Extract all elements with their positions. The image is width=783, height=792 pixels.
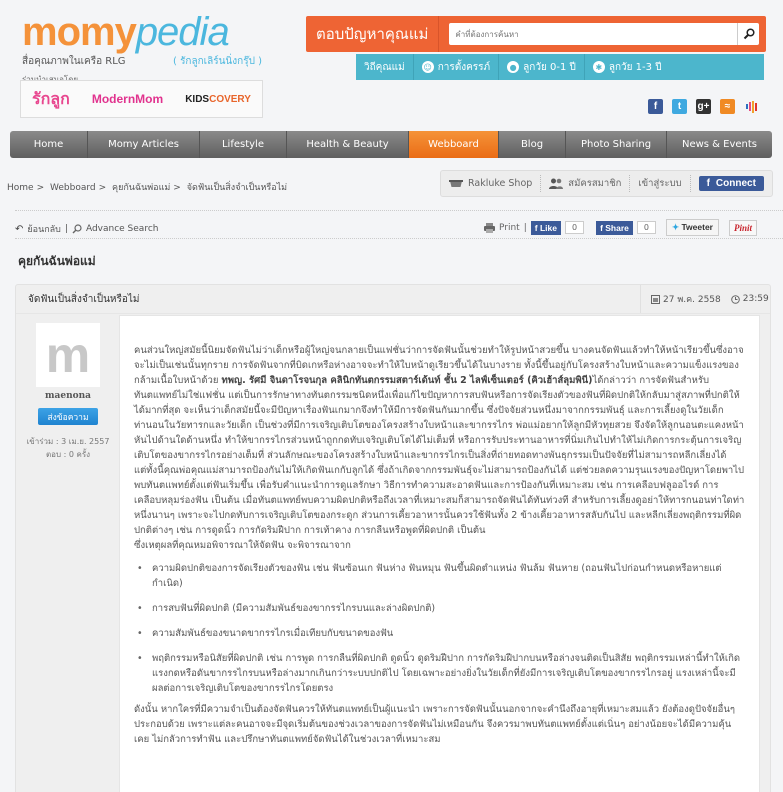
twitter-icon[interactable]: t: [672, 99, 687, 114]
facebook-icon: f: [600, 222, 606, 233]
main-navigation: [10, 131, 772, 158]
tweet-button[interactable]: [666, 219, 719, 236]
paragraph: แต่ทั้งนี้คุณพ่อคุณแม่สามารถป้องกันไม่ให้เกิดฟันเกกับลูกได้ ซึ่งถ้าเกิดจากกรรมพันธุ์จะไม่สามารถป้องกันได้ แต่ช่วยลดความรุนแรงของปัญหาโดยพาไปพบทันตแพทย์ตั้งแต่ฟันเริ่มขึ้น เพื่อรับคำแนะนำการดูแลรักษา วิธีการทำความสะอาดฟันและการป้องกันที่เหมาะสม เช่น การเคลือบฟลูออไรด์ การเคลือบหลุมร่องฟัน เป็นต้น เมื่อทันตแพทย์พบความผิดปกติหรือถึงเวลาที่เหมาะสมก็สามารถจัดฟันได้ทันท่วงที สำหรับการเลี้ยงดูอย่าให้ทารกนอนท่าใดท่าหนึ่งนานๆ เพราะจะไปกดทับการเจริญเติบโตของกระดูก ส่วนการเคี้ยวอาหารนั้นควรใช้ฟันทั้ง 2 ข้างเคี้ยวอาหารสลับกันไป และหลีกเลี่ยงพฤติกรรมที่ผิดปกติต่างๆ เช่น การดูดนิ้ว การกัดริมฝีปาก การเท้าคาง การกลืนหรือพูดที่ผิดปกติ เป็นต้น: [134, 465, 745, 536]
author-joined: เข้าร่วม : 3 เม.ย. 2557: [26, 437, 110, 446]
stats-icon[interactable]: [744, 99, 759, 114]
author-replies: ตอบ : 0 ครั้ง: [45, 450, 91, 459]
nav-news-events[interactable]: News & Events: [681, 139, 758, 150]
momypedia-logo[interactable]: [22, 12, 262, 69]
tagline-left: สื่อคุณภาพในเครือ RLG: [22, 56, 126, 67]
ask-mom-bar: [306, 16, 766, 52]
users-icon: [549, 178, 563, 189]
login-link[interactable]: [630, 175, 690, 192]
breadcrumb-separator: >: [173, 183, 181, 193]
post-title: จัดฟันเป็นสิ่งจำเป็นหรือไม่: [28, 293, 140, 305]
breadcrumb-current: จัดฟันเป็นสิ่งจำเป็นหรือไม่: [186, 183, 288, 193]
post-time: 23:59: [742, 294, 769, 304]
post-meta: [640, 285, 770, 313]
subnav-label: ลูกวัย 0-1 ปี: [523, 61, 576, 73]
divider: [15, 210, 783, 211]
sponsors-box: [20, 80, 263, 118]
subnav-label: การตั้งครรภ์: [437, 61, 491, 73]
kidscovery-covery: COVERY: [209, 93, 251, 105]
ask-search-input[interactable]: [449, 23, 729, 45]
subnav-label: วิถีคุณแม่: [364, 61, 405, 73]
paragraph-text: ได้กล่าวว่า การจัดฟันสำหรับทันตแพทย์ไม่ใช่แฟชั่น แต่เป็นการรักษาทางทันตกรรมชนิดหนึ่งเพื่อแก้ไขปัญหาการสบฟันหรือการจัดเรียงตัวของฟันที่ผิดปกติให้กลับมาสู่สภาพที่ปกติให้ได้มากที่สุด จะเห็นว่าเด็กสมัยนี้จะมีปัญหาเรื่องฟันเกมากจึงทำให้มีการจัดฟันกันมากขึ้น ซึ่งปัจจัยส่วนหนึ่งมาจากกรรมพันธุ์ และการเลี้ยงดูในวัยเด็ก: [134, 375, 740, 416]
clock-icon: [731, 295, 740, 304]
like-label: Like: [539, 222, 557, 233]
nav-blog[interactable]: Blog: [499, 131, 566, 158]
facebook-share-button[interactable]: [596, 221, 633, 235]
sponsor-kidscovery-logo[interactable]: [185, 94, 251, 105]
tagline-right: ( รักลูกเลิร์นนิ่งกรุ๊ป ): [172, 56, 262, 67]
facebook-icon: f: [534, 222, 540, 233]
subnav-age-1-3[interactable]: [585, 54, 670, 80]
sponsor-modernmom-logo[interactable]: ModernMom: [91, 92, 164, 106]
share-toolbar: [484, 219, 757, 236]
logo-mom-text: momy: [22, 10, 136, 54]
logo-pedia-text: pedia: [135, 10, 229, 54]
paragraph: ดังนั้น หากใครที่มีความจำเป็นต้องจัดฟันควรให้ทันตแพทย์เป็นผู้แนะนำ เพราะการจัดฟันนั้นนอกจากจะคำนึงถึงอายุที่เหมาะสมแล้ว ยังต้องดูปัจจัยอื่นๆ ประกอบด้วย เพราะแต่ละคนอาจจะมีจุดเริ่มต้นของช่วงเวลาของการจัดฟันไม่เหมือนกัน จึงควรมาพบทันตแพทย์ตั้งแต่เนิ่นๆ อย่างน้อยจะได้มีความคุ้นเคย ไม่กลัวการทำฟัน และปรึกษาทันตแพทย์จัดฟันได้ในช่วงเวลาที่เหมาะสม: [134, 704, 735, 745]
facebook-icon[interactable]: f: [648, 99, 663, 114]
ask-search-box: [449, 23, 759, 45]
list-item: • การสบฟันที่ผิดปกติ (มีความสัมพันธ์ของขากรรไกรบนและล่างผิดปกติ): [134, 601, 745, 616]
nav-lifestyle[interactable]: Lifestyle: [200, 131, 287, 158]
list-item: • ความผิดปกติของการจัดเรียงตัวของฟัน เช่น ฟันซ้อนเก ฟันห่าง ฟันหมุน ฟันขึ้นผิดตำแหน่ง ฟันล้ม ฟันหาย (ถอนฟันไปก่อนกำหนดหรือหายแต่กำเนิด): [134, 561, 745, 591]
breadcrumb-separator: >: [98, 183, 107, 193]
account-bar: [440, 170, 773, 197]
kidscovery-kids: KIDS: [185, 93, 210, 105]
infant-icon: ●: [507, 61, 519, 73]
nav-home[interactable]: Home: [10, 131, 88, 158]
breadcrumb-home[interactable]: Home: [7, 183, 34, 193]
paragraph: [134, 343, 745, 418]
forum-title: คุยกันฉันพ่อแม่: [18, 254, 96, 268]
post-header: [16, 285, 770, 314]
rakluke-shop-link[interactable]: [441, 175, 541, 192]
breadcrumb-separator: >: [36, 183, 45, 193]
forum-post: [15, 284, 771, 792]
sponsor-rakluke-logo[interactable]: รักลูก: [32, 90, 70, 108]
twitter-bird-icon: ✦: [671, 222, 680, 232]
site-header: [0, 0, 783, 125]
paragraph: ท่านอนในวัยทารกและวัยเด็ก เป็นช่วงที่มีการเจริญเติบโตของโครงสร้างใบหน้าและขากรรไกร พ่อแม่อยากให้ลูกมีหัวทุยสวย จึงจัดให้ลูกนอนตะแคงหน้าหันไปด้านใดด้านหนึ่ง ทำให้ขากรรไกรส่วนหน้าถูกกดทับเจริญเติบโตได้ไม่เต็มที่ หรือการรับประทานอาหารที่นิ่มเกินไปทำให้ไม่เกิดการกระตุ้นการเจริญเติบโตของขากรรไกรอย่างเต็มที่ ส่วนลักษณะของโครงสร้างใบหน้าและขากรรไกรเป็นสิ่งที่ถ่ายทอดทางพันธุกรรมเป็นปัจจัยที่ไม่สามารถหลีกเลี่ยงได้: [134, 420, 744, 461]
tweet-label: Tweeter: [681, 222, 713, 232]
nav-photo-sharing[interactable]: Photo Sharing: [566, 131, 667, 158]
separator: |: [64, 224, 68, 234]
advance-search-link[interactable]: Advance Search: [85, 224, 159, 234]
breadcrumb-webboard[interactable]: Webboard: [50, 183, 96, 193]
register-label: สมัครสมาชิก: [568, 178, 622, 189]
shopping-basket-icon: [449, 178, 463, 189]
search-button[interactable]: [737, 23, 759, 45]
send-message-button[interactable]: ส่งข้อความ: [38, 408, 98, 425]
facebook-icon: f: [706, 178, 710, 189]
printer-icon: [484, 223, 495, 233]
post-date: 27 พ.ค. 2558: [663, 295, 721, 305]
back-link[interactable]: ย้อนกลับ: [27, 225, 61, 235]
share-count: 0: [637, 221, 656, 234]
subnav-age-0-1[interactable]: [499, 54, 585, 80]
sub-navigation: [356, 54, 764, 80]
rss-icon[interactable]: ≈: [720, 99, 735, 114]
register-link[interactable]: [541, 175, 630, 192]
facebook-connect-button[interactable]: [699, 176, 764, 191]
author-panel: [16, 315, 120, 461]
toddler-icon: ✱: [593, 61, 605, 73]
paragraph: ซึ่งเหตุผลที่คุณหมอพิจารณาให้จัดฟัน จะพิจารณาจาก: [134, 540, 351, 551]
back-arrow-icon: ↶: [15, 223, 24, 235]
rakluke-shop-label: Rakluke Shop: [468, 178, 533, 189]
subnav-pregnancy[interactable]: [414, 54, 499, 80]
paragraph-bold-text: ทพญ. รัศมี จินดาโรจนกุล คลินิกทันตกรรมสตาร์เด้นท์ ชั้น 2 ไลฟ์เซ็นเตอร์ (คิวเฮ้าส์ลุมพินี): [221, 375, 593, 386]
connect-label: Connect: [715, 178, 756, 189]
nav-momy-articles[interactable]: Momy Articles: [88, 131, 200, 158]
calendar-icon: [651, 295, 660, 304]
baby-face-icon: ☺: [423, 62, 432, 72]
post-body: [119, 315, 760, 792]
reasons-list: [134, 561, 745, 696]
social-links: [648, 99, 759, 114]
avatar[interactable]: m: [36, 323, 100, 387]
like-count: 0: [565, 221, 584, 234]
share-label: Share: [605, 222, 629, 233]
search-icon: [72, 224, 82, 234]
post-tools: [15, 222, 158, 236]
print-link[interactable]: Print: [499, 222, 520, 233]
facebook-like-button[interactable]: [531, 221, 561, 235]
nav-health-beauty[interactable]: Health & Beauty: [287, 131, 409, 158]
paragraph-text: คนส่วนใหญ่สมัยนี้นิยมจัดฟันไม่ว่าเด็กหรือผู้ใหญ่จนกลายเป็นแฟชั่นว่าการจัดฟันนั้นช่วยทำให้รูปหน้าสวยขึ้น บางคนจัดฟันแล้วทำให้หน้าเรียวขึ้นซึ่งอาจจะไม่เป็นเช่นนั้นทุกราย การจัดฟันจากที่บิดเกหรือห่างอาจจะทำให้ใบหน้าดูเรียวขึ้นได้ในบางราย ทั้งนี้ขึ้นอยู่กับโครงสร้างใบหน้าและความแข็งแรงของกล้ามเนื้อใบหน้าด้วย: [134, 345, 744, 386]
list-item: • พฤติกรรมหรือนิสัยที่ผิดปกติ เช่น การพูด การกลืนที่ผิดปกติ ดูดนิ้ว ดูดริมฝีปาก การกัดริมฝีปากบนหรือล่างจนติดเป็นสิสัย พฤติกรรมเหล่านี้ทำให้เกิดแรงกดหรือดันขากรรไกรบนหรือล่างมากเกินกว่าระบบปกติไป โดยเฉพาะอย่างยิ่งในวัยเด็กที่ยังมีการเจริญเติบโตของขากรรไกรอยู่ แรงเหล่านี้จะมีผลต่อการเจริญเติบโตของขากรรไกรโดยตรง: [134, 651, 745, 696]
subnav-mom-life[interactable]: [356, 54, 414, 80]
ask-mom-label: ตอบปัญหาคุณแม่: [306, 16, 439, 52]
google-plus-icon[interactable]: g+: [697, 101, 710, 112]
author-info: [16, 435, 120, 461]
breadcrumb: [7, 180, 290, 194]
divider: [15, 238, 783, 239]
login-label: เข้าสู่ระบบ: [638, 178, 682, 189]
list-item: • ความสัมพันธ์ของขนาดขากรรไกรเมื่อเทียบกับขนาดของฟัน: [134, 626, 745, 641]
nav-webboard[interactable]: Webboard: [409, 131, 499, 158]
pinterest-button[interactable]: Pinit: [729, 220, 757, 236]
separator: |: [523, 222, 527, 233]
breadcrumb-forum[interactable]: คุยกันฉันพ่อแม่: [112, 183, 171, 193]
author-name[interactable]: maenona: [44, 391, 91, 401]
subnav-label: ลูกวัย 1-3 ปี: [608, 61, 662, 73]
search-icon: [743, 28, 755, 40]
